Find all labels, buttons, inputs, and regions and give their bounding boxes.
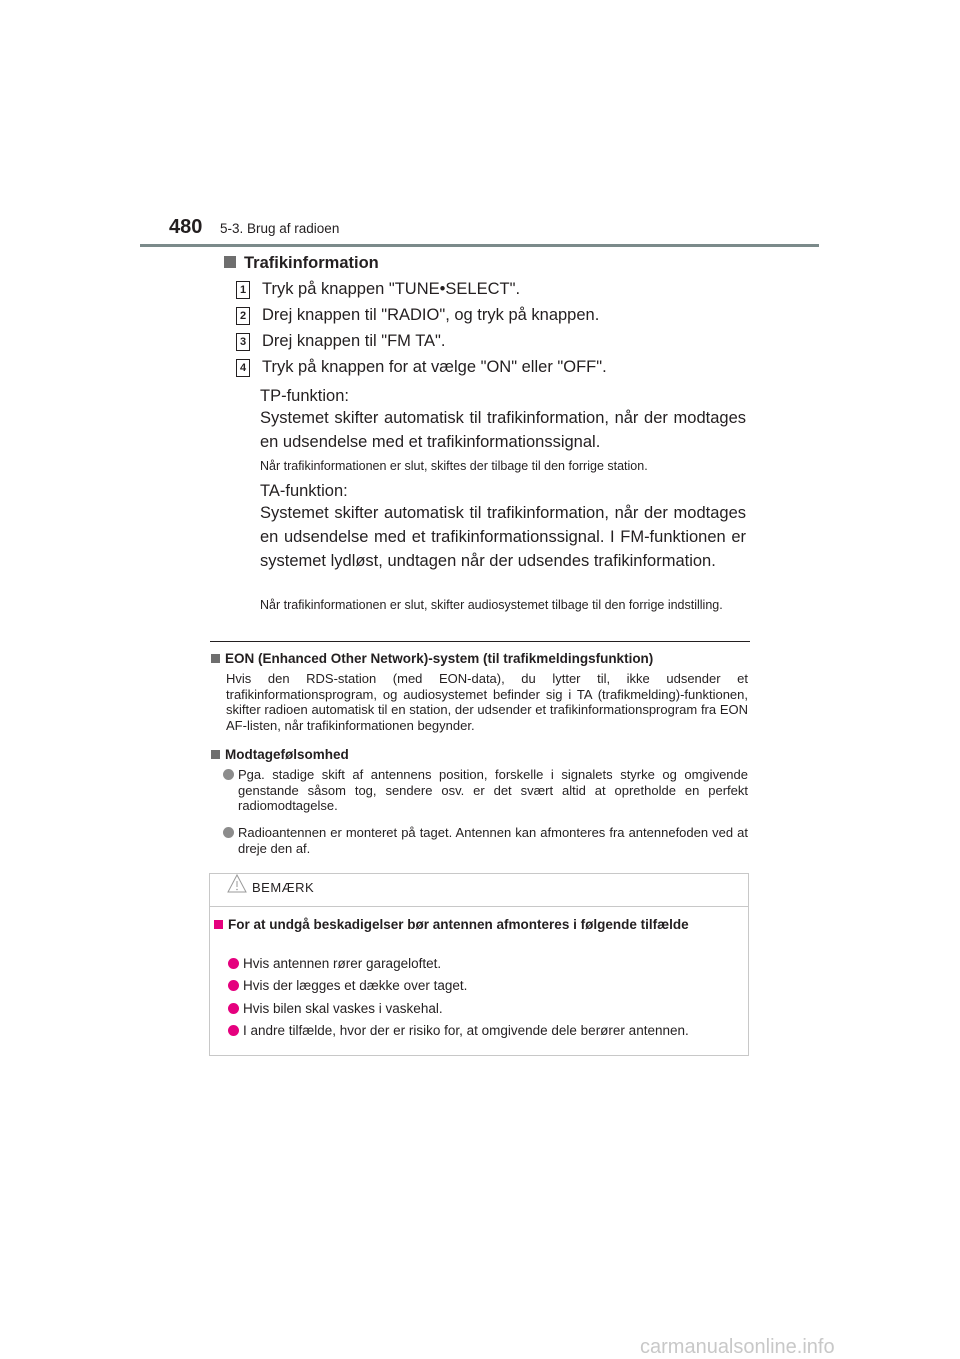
circle-bullet-icon [223,769,234,780]
eon-heading [211,651,653,666]
circle-bullet-icon [228,1025,239,1036]
square-bullet-icon [214,920,223,929]
ta-note: Når trafikinformationen er slut, skifter audiosystemet tilbage til den forrige indstilling. [260,598,723,612]
notice-heading-text: For at undgå beskadigelser bør antennen afmonteres i følgende tilfælde [228,917,689,932]
section-divider [210,641,750,642]
tp-title: TP-funktion: [260,387,349,405]
circle-bullet-icon [223,827,234,838]
tp-note: Når trafikinformationen er slut, skiftes der tilbage til den forrige station. [260,459,648,473]
circle-bullet-icon [228,958,239,969]
step-number: 3 [236,333,250,351]
step-number: 2 [236,307,250,325]
list-item: I andre tilfælde, hvor der er risiko for, at omgivende dele berører antennen. [228,1022,748,1039]
step-text: Tryk på knappen "TUNE•SELECT". [262,280,521,298]
list-item: Radioantennen er monteret på taget. Antennen kan afmonteres fra antennefoden ved at dreje den af. [223,825,748,856]
section-title: 5-3. Brug af radioen [220,221,340,236]
step-4 [236,358,607,377]
step-text: Drej knappen til "RADIO", og tryk på knappen. [262,306,600,324]
watermark: carmanualsonline.info [640,1336,835,1358]
sensitivity-heading-text: Modtagefølsomhed [225,747,349,762]
list-item: Hvis antennen rører garageloftet. [228,955,748,972]
step-text: Drej knappen til "FM TA". [262,332,446,350]
tp-body: Systemet skifter automatisk til trafikinformation, når der modtages en udsendelse med et trafikinformationssignal. [260,409,746,451]
step-2 [236,306,599,325]
heading-text: Trafikinformation [244,254,379,272]
square-bullet-icon [224,256,236,268]
eon-heading-text: EON (Enhanced Other Network)-system (til trafikmeldingsfunktion) [225,651,654,666]
heading-traffic-info [224,254,379,273]
notice-label: BEMÆRK [252,880,315,895]
ta-body: Systemet skifter automatisk til trafikinformation, når der modtages en udsendelse med et trafikinformationssignal. I FM-funktionen er systemet lydløst, undtagen når der udsendes trafikinformation. [260,504,746,570]
step-text: Tryk på knappen for at vælge "ON" eller "OFF". [262,358,607,376]
ta-title: TA-funktion: [260,482,348,500]
step-1 [236,280,520,299]
step-3 [236,332,446,351]
step-number: 1 [236,281,250,299]
list-item: Hvis bilen skal vaskes i vaskehal. [228,1000,748,1017]
circle-bullet-icon [228,980,239,991]
square-bullet-icon [211,654,220,663]
list-item: Hvis der lægges et dække over taget. [228,977,748,994]
eon-body: Hvis den RDS-station (med EON-data), du lytter til, ikke udsender et trafikinformationsprogram, og audiosystemet befinder sig i TA (trafikmelding)-funktionen, skifter radioen automatisk til en station, der udsender et trafikinformationsprogram fra EON AF-listen, når trafikinformationen begynder. [226,671,748,733]
page-number: 480 [169,216,203,238]
header-divider [140,244,819,247]
notice-heading [214,916,744,933]
step-number: 4 [236,359,250,377]
warning-triangle-icon [226,873,248,895]
circle-bullet-icon [228,1003,239,1014]
sensitivity-heading [211,747,349,762]
square-bullet-icon [211,750,220,759]
list-item: Pga. stadige skift af antennens position, forskelle i signalets styrke og omgivende genstande såsom tog, sendere osv. er det svært altid at opretholde en perfekt radiomodtagelse. [223,767,748,814]
